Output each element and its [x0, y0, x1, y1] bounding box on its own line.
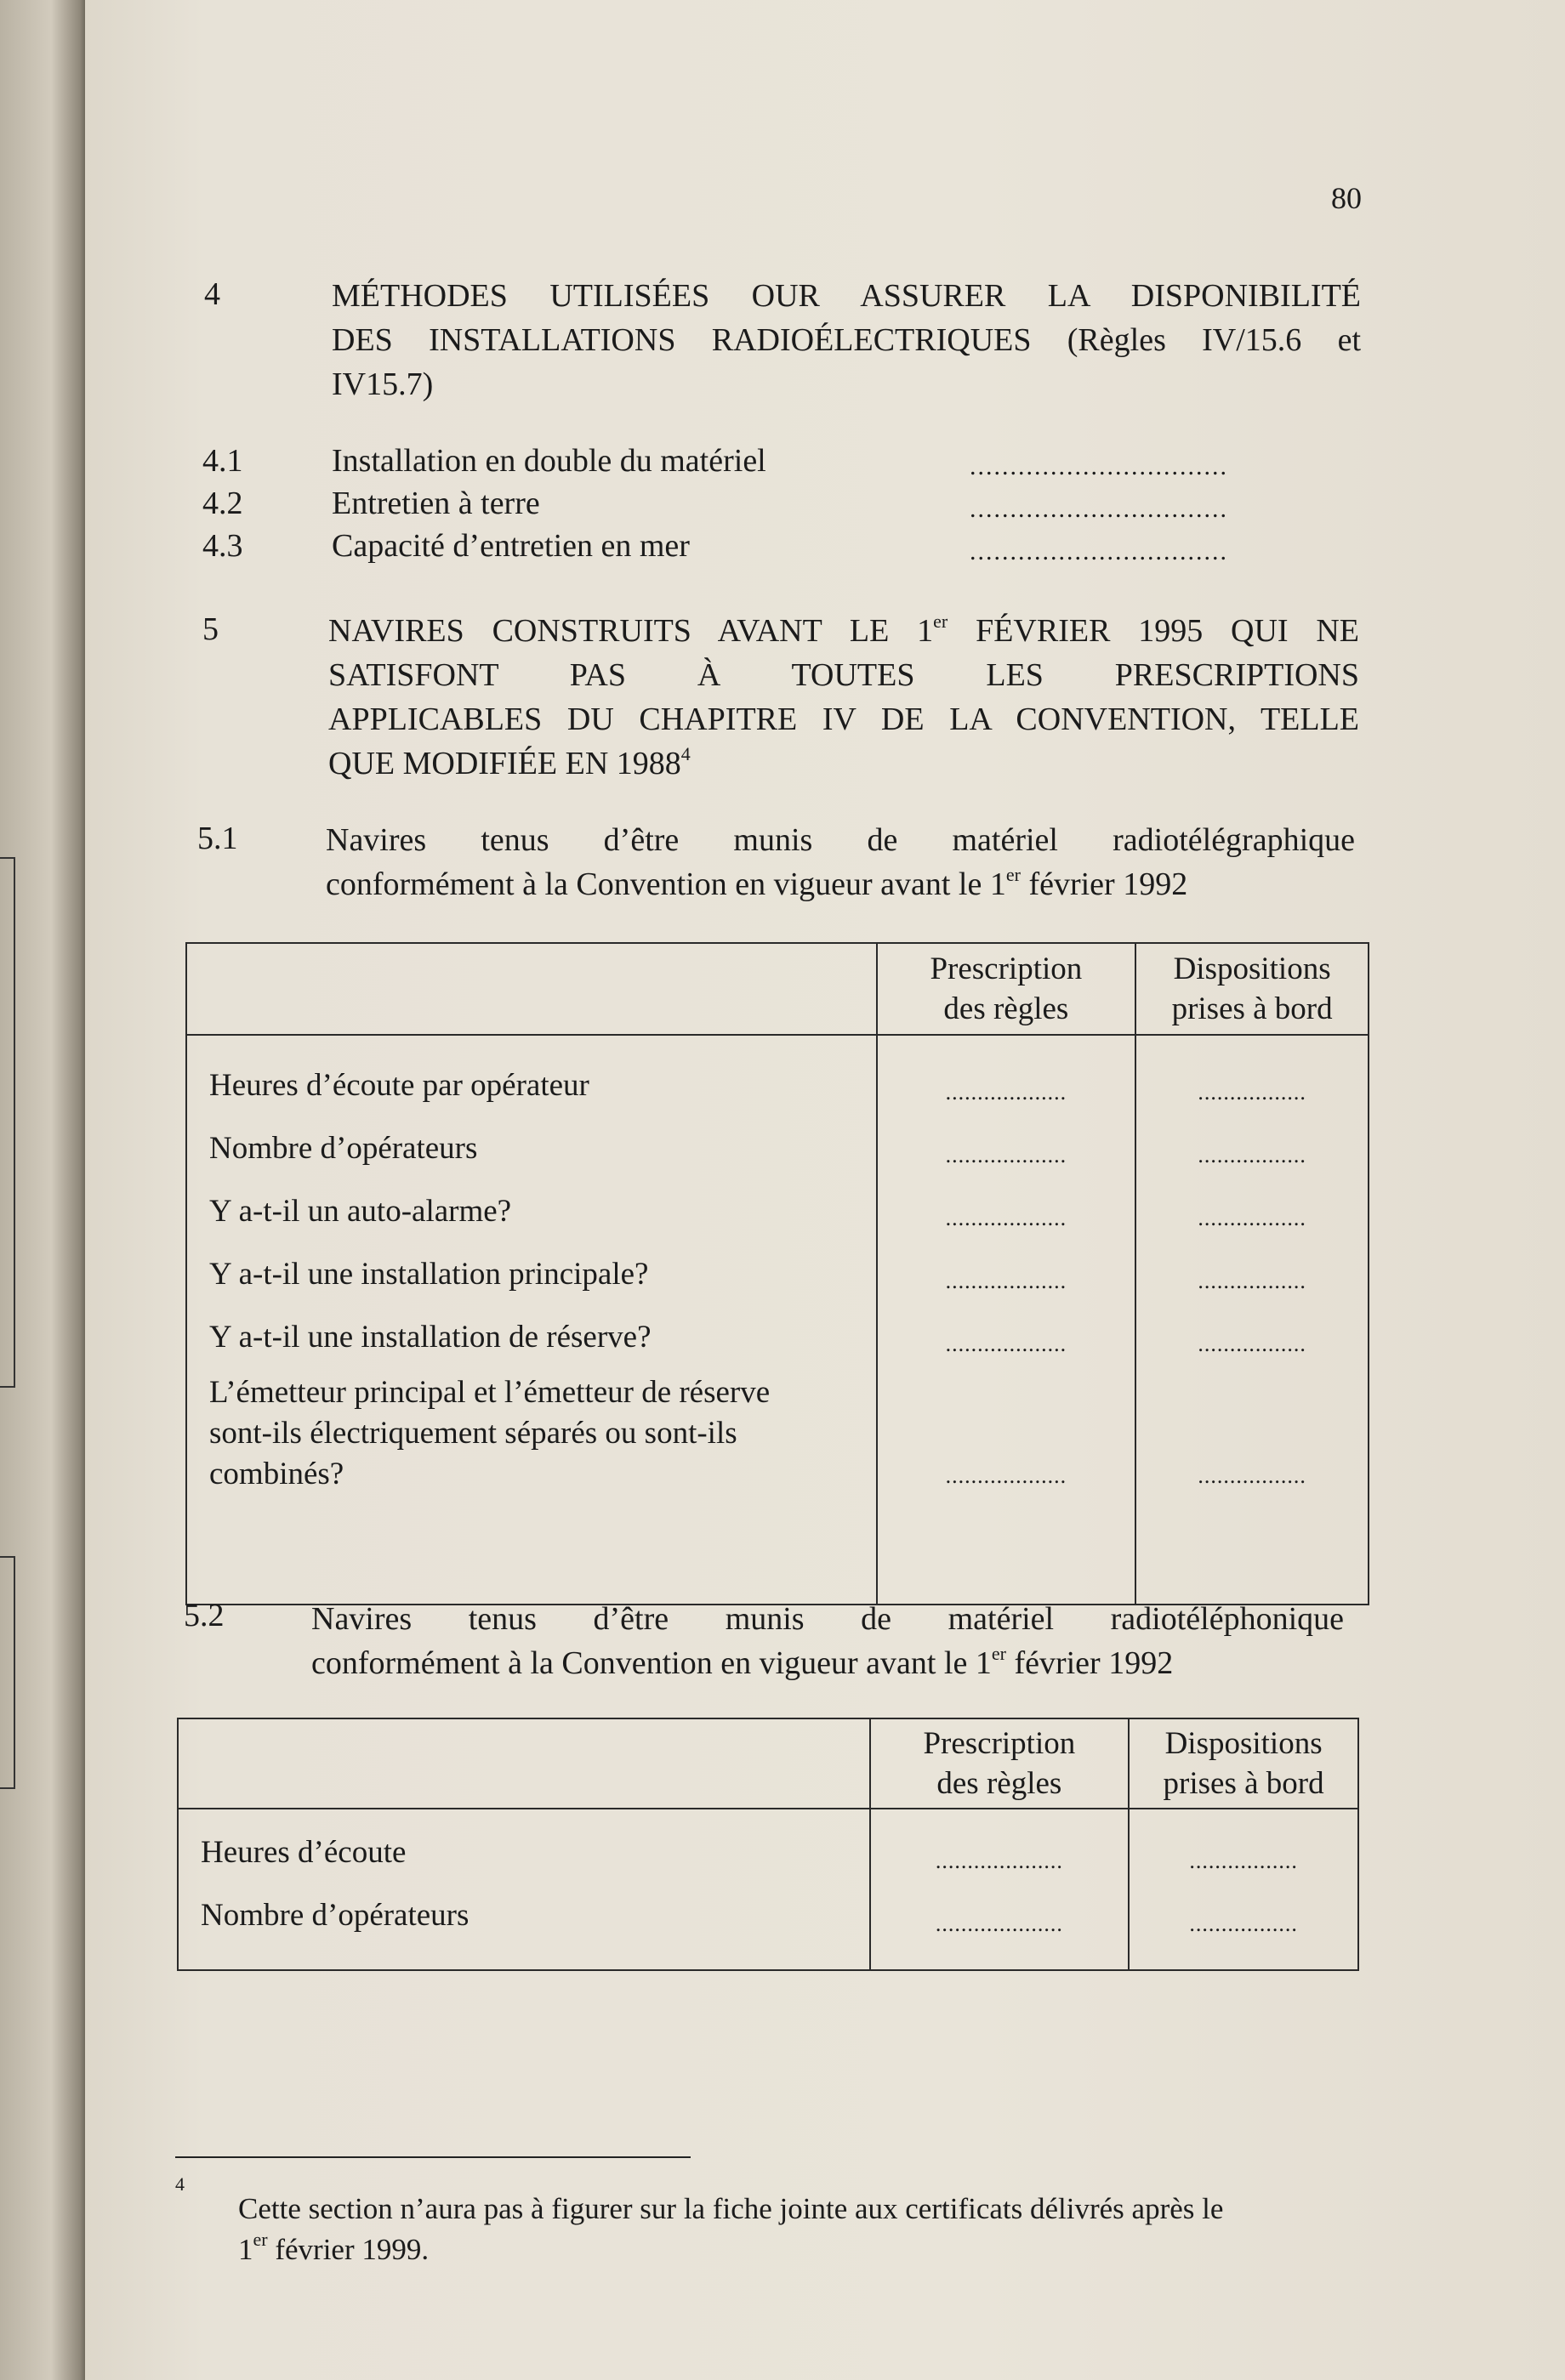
table-row: Y a-t-il une installation de réserve?: [209, 1320, 652, 1355]
subsection-5-2-line-2: conformément à la Convention en vigueur avant le 1er février 1992: [311, 1643, 1174, 1681]
table-5-2-header-prescription: Prescription des règles: [870, 1718, 1130, 1809]
item-4-2-number: 4.2: [202, 486, 243, 521]
table-row: Y a-t-il un auto-alarme?: [209, 1194, 512, 1229]
subsection-5-1-line-1: Navires tenus d’être munis de matériel radiotélégraphique: [326, 822, 1355, 858]
footnote-reference: 4: [680, 743, 691, 764]
section-5-title-line-2: SATISFONT PAS À TOUTES LES PRESCRIPTIONS: [328, 657, 1359, 693]
table-row: Heures d’écoute par opérateur: [209, 1068, 589, 1103]
table-5-2-prescription-values: .................... ....................: [870, 1809, 1130, 1970]
item-4-1-dots: ................................: [970, 452, 1228, 480]
item-4-1-label: Installation en double du matériel: [332, 443, 766, 479]
subsection-5-1-line-2: conformément à la Convention en vigueur avant le 1er février 1992: [326, 864, 1188, 902]
item-4-2-label: Entretien à terre: [332, 486, 540, 521]
table-5-2-dispositions-values: ................. .................: [1129, 1809, 1358, 1970]
adjacent-page-edge-top: [0, 857, 15, 1388]
subsection-5-1-text: [326, 818, 1355, 906]
subsection-5-2-text: [311, 1597, 1344, 1685]
item-4-3-number: 4.3: [202, 528, 243, 564]
footnote-text: [238, 2189, 1361, 2270]
section-4-title-line-2: DES INSTALLATIONS RADIOÉLECTRIQUES (Règles IV/15.6 et: [332, 322, 1361, 358]
section-4-title-line-1: MÉTHODES UTILISÉES OUR ASSURER LA DISPONIBILITÉ: [332, 278, 1361, 314]
table-5-1-blank-header: [186, 943, 877, 1035]
section-5-title-line-1: NAVIRES CONSTRUITS AVANT LE 1er FÉVRIER 1995 QUI NE: [328, 611, 1359, 649]
subsection-5-1-number: 5.1: [197, 821, 238, 856]
table-5-1-questions: [186, 1035, 877, 1605]
table-row: Nombre d’opérateurs: [209, 1131, 478, 1166]
table-row: Y a-t-il une installation principale?: [209, 1257, 649, 1292]
section-4-title-line-3: IV15.7): [332, 366, 434, 402]
footnote-mark: 4: [175, 2173, 185, 2195]
adjacent-page-edge-bottom: [0, 1556, 15, 1789]
table-5-1-header-dispositions: Dispositions prises à bord: [1135, 943, 1369, 1035]
subsection-5-2-line-1: Navires tenus d’être munis de matériel radiotéléphonique: [311, 1601, 1344, 1637]
table-row: Heures d’écoute: [201, 1835, 407, 1870]
table-row-last-line-1: L’émetteur principal et l’émetteur de réserve: [209, 1375, 771, 1410]
table-5-2-questions: [178, 1809, 870, 1970]
footnote-line-2: 1er février 1999.: [238, 2229, 430, 2266]
table-5-2-header-dispositions: Dispositions prises à bord: [1129, 1718, 1358, 1809]
table-5-1-header-prescription: Prescription des règles: [877, 943, 1136, 1035]
table-5-1: [185, 942, 1369, 1605]
table-5-1-prescription-values: ................... ................... ................... ................... ................... ...................: [877, 1035, 1136, 1605]
table-5-2-blank-header: [178, 1718, 870, 1809]
section-5-title-line-4: QUE MODIFIÉE EN 1988$^4$: [328, 743, 691, 781]
table-row-last-line-2: sont-ils électriquement séparés ou sont-ils: [209, 1416, 737, 1451]
item-4-3-label: Capacité d’entretien en mer: [332, 528, 690, 564]
section-5-title-line-3: APPLICABLES DU CHAPITRE IV DE LA CONVENTION, TELLE: [328, 702, 1359, 737]
subsection-5-2-number: 5.2: [184, 1598, 225, 1633]
item-4-1-number: 4.1: [202, 443, 243, 479]
footnote-separator: [175, 2156, 691, 2158]
table-row-last-line-3: combinés?: [209, 1457, 344, 1491]
item-4-2-dots: ................................: [970, 495, 1228, 523]
table-5-2: [177, 1718, 1359, 1971]
section-5-title: [328, 609, 1359, 786]
section-4-title: [332, 274, 1361, 406]
page-number: 80: [1331, 181, 1362, 215]
section-4-number: 4: [204, 276, 220, 312]
table-5-1-dispositions-values: ................. ................. ................. ................. ................. .................: [1135, 1035, 1369, 1605]
footnote-line-1: Cette section n’aura pas à figurer sur la fiche jointe aux certificats délivrés après le: [238, 2192, 1224, 2225]
item-4-3-dots: ................................: [970, 537, 1228, 565]
table-row: Nombre d’opérateurs: [201, 1898, 469, 1933]
section-5-number: 5: [202, 611, 219, 647]
